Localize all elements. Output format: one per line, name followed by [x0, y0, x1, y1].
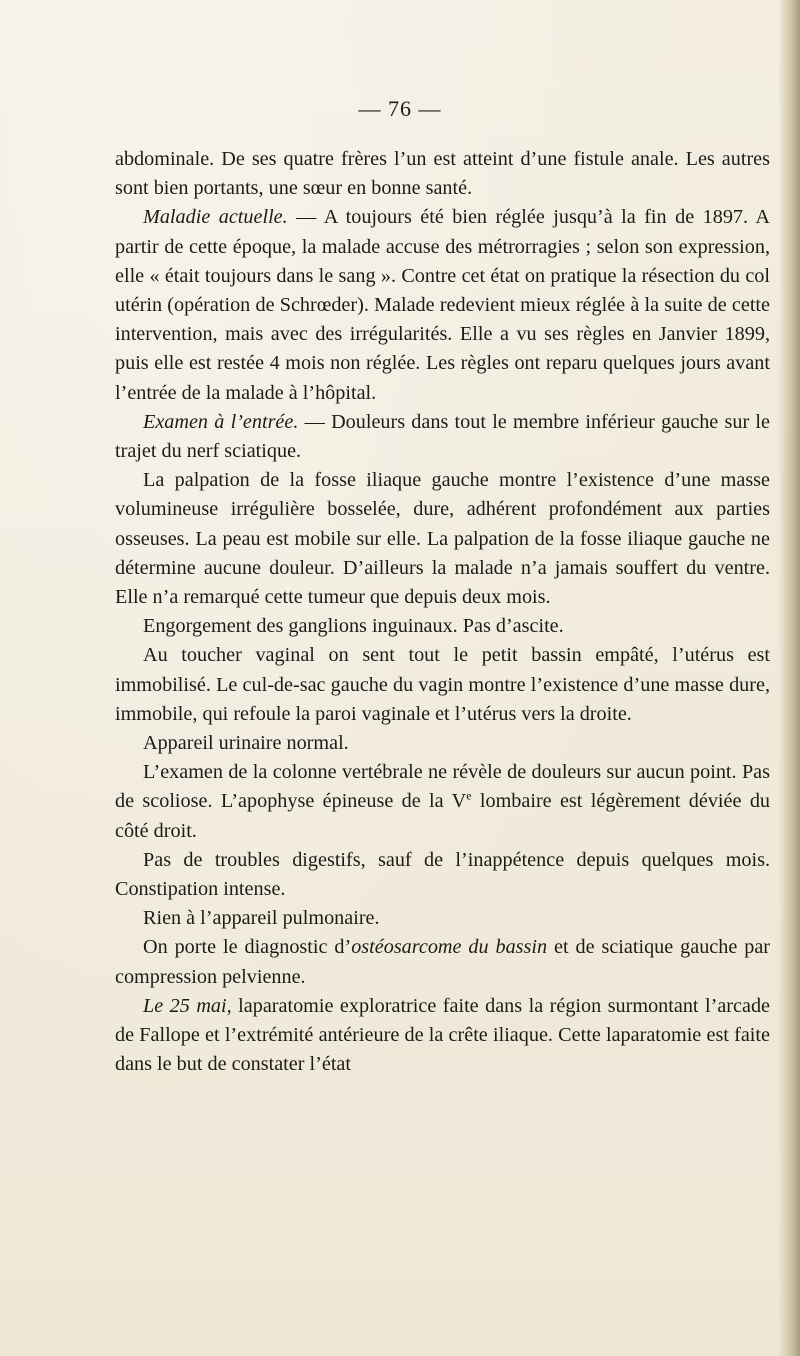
paragraph: [115, 408, 770, 466]
paragraph: [115, 145, 770, 203]
paragraph-text: Rien à l’appareil pulmonaire.: [143, 907, 380, 930]
paragraph-text: abdominale. De ses quatre frères l’un est atteint d’une fistule anale. Les autres sont bien portants, une sœur en bonne santé.: [115, 148, 770, 200]
paragraph-text: Pas de troubles digestifs, sauf de l’inappétence depuis quelques mois. Constipation intense.: [115, 848, 770, 901]
paragraph: [115, 904, 770, 933]
section-heading: Maladie actuelle.: [143, 206, 288, 229]
paragraph: [115, 758, 770, 846]
paragraph-text: lombaire est légèrement déviée du côté droit.: [115, 790, 771, 842]
paragraph-text: L’examen de la colonne vertébrale ne révèle de douleurs sur aucun point. Pas de scoliose. L’apophyse épineuse de la V: [115, 761, 770, 813]
paragraph: [115, 933, 770, 991]
paragraph: [115, 729, 770, 758]
paragraph-text: et de sciatique gauche par compression pelvienne.: [115, 936, 771, 988]
paragraph-text: Appareil urinaire normal.: [143, 732, 349, 755]
paragraph-text: La palpation de la fosse iliaque gauche montre l’existence d’une masse volumineuse irrégulière bosselée, dure, adhérent profondément aux parties osseuses. La peau est mobile sur elle. La palpation de la fosse iliaque gauche ne détermine aucune douleur. D’ailleurs la malade n’a jamais souffert du ventre. Elle n’a remarqué cette tumeur que depuis deux mois.: [115, 469, 770, 609]
paragraph-text: — A toujours été bien réglée jusqu’à la fin de 1897. A partir de cette époque, la malade accuse des métrorragies ; selon son expression, elle « était toujours dans le sang ». Contre cet état on pratique la résection du col utérin (opération de Schrœder). Malade redevient mieux réglée à la suite de cette intervention, mais avec des irrégularités. Elle a vu ses règles en Janvier 1899, puis elle est restée 4 mois non réglée. Les règles ont reparu quelques jours avant l’entrée de la malade à l’hôpital.: [115, 206, 770, 404]
paragraph: [115, 466, 770, 612]
paragraph-text: — Douleurs dans tout le membre inférieur gauche sur le trajet du nerf sciatique.: [115, 410, 770, 463]
paragraph: [115, 846, 770, 904]
paragraph-text: laparatomie exploratrice faite dans la région surmontant l’arcade de Fallope et l’extrémité antérieure de la crête iliaque. Cette laparatomie est faite dans le but de constater l’état: [115, 994, 770, 1076]
paragraph-text: Engorgement des ganglions inguinaux. Pas d’ascite.: [143, 615, 564, 638]
paragraph: [115, 992, 770, 1080]
date-italic: Le 25 mai,: [143, 994, 232, 1017]
page-edge: [778, 0, 800, 1356]
superscript: e: [466, 788, 472, 803]
body-text: [115, 145, 770, 1080]
paragraph: [115, 612, 770, 641]
paragraph: [115, 641, 770, 729]
paragraph-text: On porte le diagnostic d’: [143, 936, 352, 959]
paragraph-text: Au toucher vaginal on sent tout le petit bassin empâté, l’utérus est immobilisé. Le cul-de-sac gauche du vagin montre l’existence d’une masse dure, immobile, qui refoule la paroi vaginale et l’utérus vers la droite.: [115, 644, 770, 725]
page-number: — 76 —: [358, 96, 442, 121]
section-heading: Examen à l’entrée.: [143, 410, 299, 433]
paragraph: [115, 203, 770, 407]
diagnosis-italic: ostéosarcome du bassin: [351, 936, 548, 959]
